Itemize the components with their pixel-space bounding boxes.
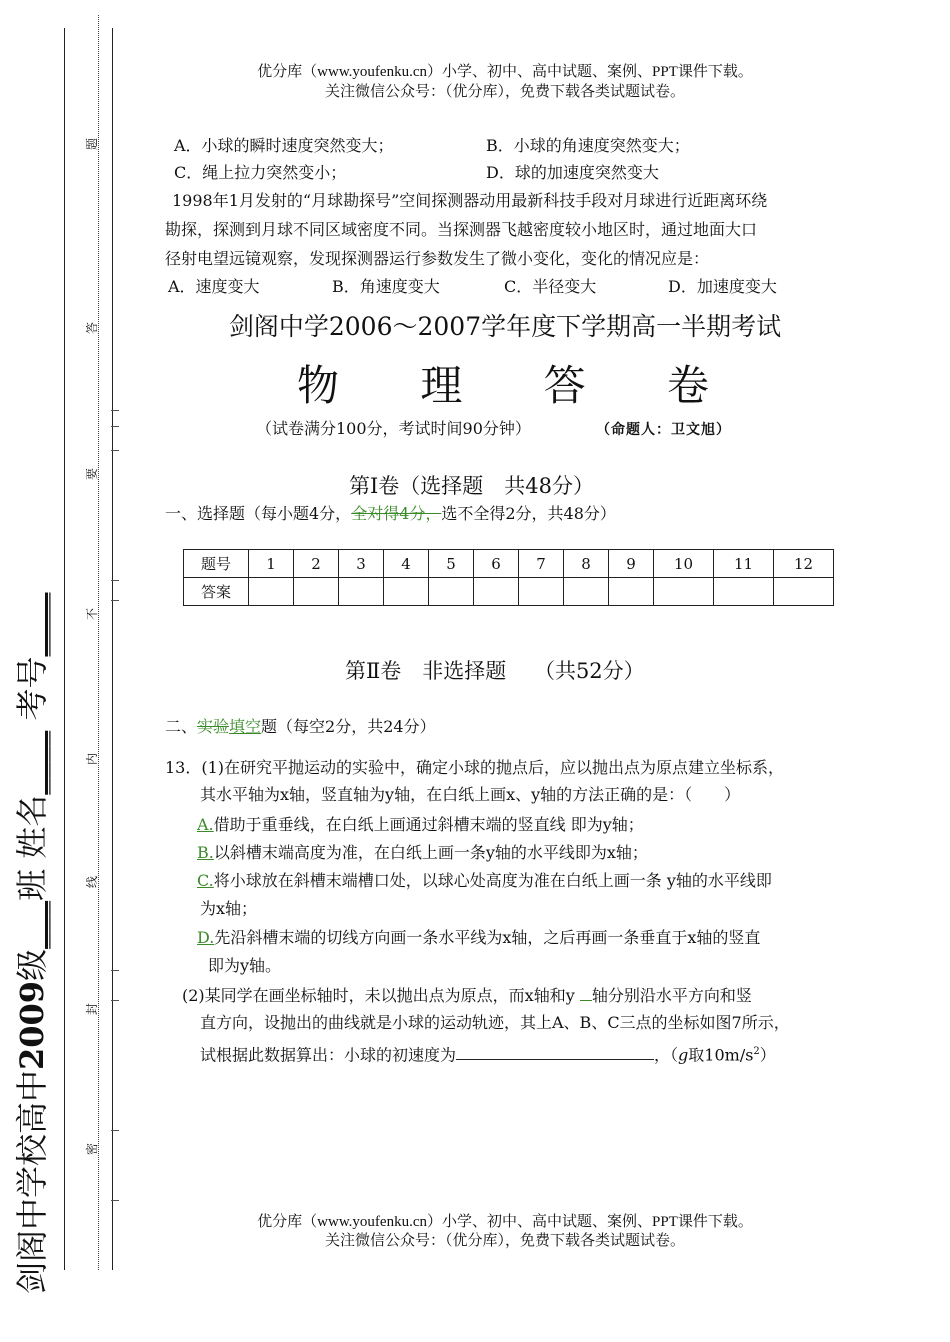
answer-cell-2[interactable] xyxy=(294,578,339,606)
q13-option-a xyxy=(197,814,644,836)
q13-part2-underline-mark xyxy=(580,984,592,1001)
school-label: 剑阁中学校高中 xyxy=(13,1069,51,1294)
q13-line-1: 13．(1)在研究平抛运动的实验中，确定小球的抛点后，应以抛出点为原点建立坐标系， xyxy=(165,758,785,777)
part2-sec-underlined: 填空 xyxy=(229,717,262,736)
answer-cell-9[interactable] xyxy=(609,578,654,606)
answer-cell-5[interactable] xyxy=(429,578,474,606)
answer-table-num-6: 6 xyxy=(474,550,519,578)
part1-instr-struck: 全对得4分， xyxy=(351,504,442,523)
answer-table-header-row xyxy=(184,550,834,578)
q13-part2-line-3d: ） xyxy=(759,1045,776,1065)
seal-dotted-line xyxy=(98,15,99,1270)
initial-velocity-answer-blank[interactable] xyxy=(456,1043,654,1060)
exam-no-blank[interactable]: ____ xyxy=(13,592,51,657)
choice-b: B．角速度变大 xyxy=(332,277,440,296)
question-text-line-3: 径射电望远镜观察，发现探测器运行参数发生了微小变化，变化的情况应是： xyxy=(165,249,710,268)
q13-option-b-text: 以斜槽末端高度为准，在白纸上画一条y轴的水平线即为x轴； xyxy=(213,843,648,862)
part2-sec-struck: 实验 xyxy=(197,717,230,736)
grade-number: 2009 xyxy=(13,980,51,1070)
part1-title: 第Ⅰ卷（选择题 共48分） xyxy=(349,474,595,498)
student-info-vertical xyxy=(13,592,51,1294)
q13-part2-line-3a: 试根据此数据算出：小球的初速度为 xyxy=(200,1045,457,1065)
q13-part2-line-1b: 轴分别沿水平方向和竖 xyxy=(591,986,752,1005)
q13-part2-superscript: 2 xyxy=(753,1046,760,1057)
q13-part2-line-1a: (2)某同学在画坐标轴时，未以抛出点为原点，而x轴和y xyxy=(182,986,580,1005)
part2-sec-rest: 题（每空2分，共24分） xyxy=(261,717,436,736)
q13-part2-g-symbol: g xyxy=(678,1045,689,1065)
q13-option-d xyxy=(197,927,760,949)
seal-char-mi: 密 xyxy=(85,1142,100,1156)
q13-part2-line-3 xyxy=(200,1041,776,1066)
header-line-1: 优分库（www.youfenku.cn）小学、初中、高中试题、案例、PPT课件下载。 xyxy=(257,64,753,80)
class-label: 班 xyxy=(13,868,51,901)
prev-option-b: B．小球的角速度突然变大； xyxy=(486,136,690,155)
q13-option-d-cont: 即为y轴。 xyxy=(208,956,282,975)
prev-option-a: A．小球的瞬时速度突然变大； xyxy=(174,136,394,155)
exam-subject-title: 物 理 答 卷 xyxy=(296,361,744,410)
name-blank[interactable]: ____ xyxy=(13,730,51,795)
seal-char-xian: 线 xyxy=(85,875,100,889)
q13-option-c-label: C. xyxy=(197,871,214,890)
answer-table-num-3: 3 xyxy=(339,550,384,578)
q13-option-c-cont: 为x轴； xyxy=(200,899,258,918)
answer-table-num-1: 1 xyxy=(249,550,294,578)
seal-char-yao: 要 xyxy=(85,467,100,481)
seal-char-feng: 封 xyxy=(85,1002,100,1016)
q13-part2-line-3b: ，（ xyxy=(654,1045,679,1065)
part1-instr-b: 选不全得2分，共48分） xyxy=(441,504,616,523)
q13-option-d-text: 先沿斜槽末端的切线方向画一条水平线为x轴，之后再画一条垂直于x轴的竖直 xyxy=(214,928,761,947)
class-blank[interactable]: ___ xyxy=(13,900,51,949)
seal-char-da: 答 xyxy=(85,321,100,335)
q13-option-b-label: B. xyxy=(197,843,214,862)
answer-cell-11[interactable] xyxy=(714,578,774,606)
question-text-line-1: 1998年1月发射的“月球勘探号”空间探测器动用最新科技手段对月球进行近距离环绕 xyxy=(172,191,768,210)
q13-option-a-label: A. xyxy=(197,815,214,834)
answer-table-header-label: 题号 xyxy=(184,550,249,578)
answer-cell-6[interactable] xyxy=(474,578,519,606)
q13-part2-line-3c: 取10m/s xyxy=(688,1045,754,1065)
choice-c: C．半径变大 xyxy=(504,277,597,296)
part1-instructions xyxy=(165,503,616,525)
header-line-2: 关注微信公众号：（优分库），免费下载各类试题试卷。 xyxy=(324,84,685,100)
exam-subtitle: （试卷满分100分，考试时间90分钟） xyxy=(256,419,531,438)
q13-option-b xyxy=(197,842,648,864)
seal-char-ti: 题 xyxy=(85,137,100,151)
exam-no-label: 考号 xyxy=(13,656,51,721)
answer-table-num-8: 8 xyxy=(564,550,609,578)
answer-table-num-11: 11 xyxy=(714,550,774,578)
answer-table-num-2: 2 xyxy=(294,550,339,578)
answer-cell-3[interactable] xyxy=(339,578,384,606)
seal-char-nei: 内 xyxy=(85,752,100,766)
part2-title: 第Ⅱ卷 非选择题 （共52分） xyxy=(345,659,645,683)
answer-table xyxy=(183,549,834,606)
answer-cell-1[interactable] xyxy=(249,578,294,606)
part1-instr-a: 一、选择题（每小题4分， xyxy=(165,504,352,523)
answer-table-num-5: 5 xyxy=(429,550,474,578)
q13-option-c-text: 将小球放在斜槽末端槽口处，以球心处高度为准在白纸上画一条 y轴的水平线即 xyxy=(213,871,772,890)
answer-cell-8[interactable] xyxy=(564,578,609,606)
answer-table-answer-row xyxy=(184,578,834,606)
q13-option-d-label: D. xyxy=(197,928,215,947)
question-text-line-2: 勘探，探测到月球不同区域密度不同。当探测器飞越密度较小地区时，通过地面大口 xyxy=(165,220,758,239)
footer-line-2: 关注微信公众号：（优分库），免费下载各类试题试卷。 xyxy=(324,1233,685,1249)
answer-table-num-12: 12 xyxy=(774,550,834,578)
exam-author: （命题人：卫文旭） xyxy=(596,422,731,438)
answer-cell-10[interactable] xyxy=(654,578,714,606)
q13-line-2: 其水平轴为x轴，竖直轴为y轴，在白纸上画x、y轴的方法正确的是：（ ） xyxy=(200,785,741,804)
margin-rule-inner xyxy=(112,28,113,1270)
q13-part2-line-2: 直方向，设抛出的曲线就是小球的运动轨迹，其上A、B、C三点的坐标如图7所示， xyxy=(200,1013,790,1032)
margin-rule-outer xyxy=(64,28,65,1270)
prev-option-d: D．球的加速度突然变大 xyxy=(486,163,659,182)
name-label: 姓名 xyxy=(13,794,51,859)
grade-suffix: 级 xyxy=(13,948,51,981)
answer-table-num-10: 10 xyxy=(654,550,714,578)
choice-a: A．速度变大 xyxy=(168,277,260,296)
seal-char-bu: 不 xyxy=(85,607,100,621)
footer-line-1: 优分库（www.youfenku.cn）小学、初中、高中试题、案例、PPT课件下载。 xyxy=(257,1214,753,1230)
q13-option-a-text: 借助于重垂线，在白纸上画通过斜槽末端的竖直线 即为y轴； xyxy=(213,815,644,834)
answer-table-num-7: 7 xyxy=(519,550,564,578)
part2-section-heading xyxy=(165,716,436,738)
choice-d: D．加速度变大 xyxy=(668,277,777,296)
q13-part2-line-1 xyxy=(182,984,752,1007)
answer-cell-12[interactable] xyxy=(774,578,834,606)
prev-option-c: C．绳上拉力突然变小； xyxy=(174,163,347,182)
q13-option-c xyxy=(197,870,772,892)
exam-school-title: 剑阁中学2006～2007学年度下学期高一半期考试 xyxy=(228,312,782,341)
answer-table-num-4: 4 xyxy=(384,550,429,578)
part2-sec-prefix: 二、 xyxy=(165,717,198,736)
answer-table-num-9: 9 xyxy=(609,550,654,578)
answer-table-answer-label: 答案 xyxy=(184,578,249,606)
answer-cell-4[interactable] xyxy=(384,578,429,606)
answer-cell-7[interactable] xyxy=(519,578,564,606)
